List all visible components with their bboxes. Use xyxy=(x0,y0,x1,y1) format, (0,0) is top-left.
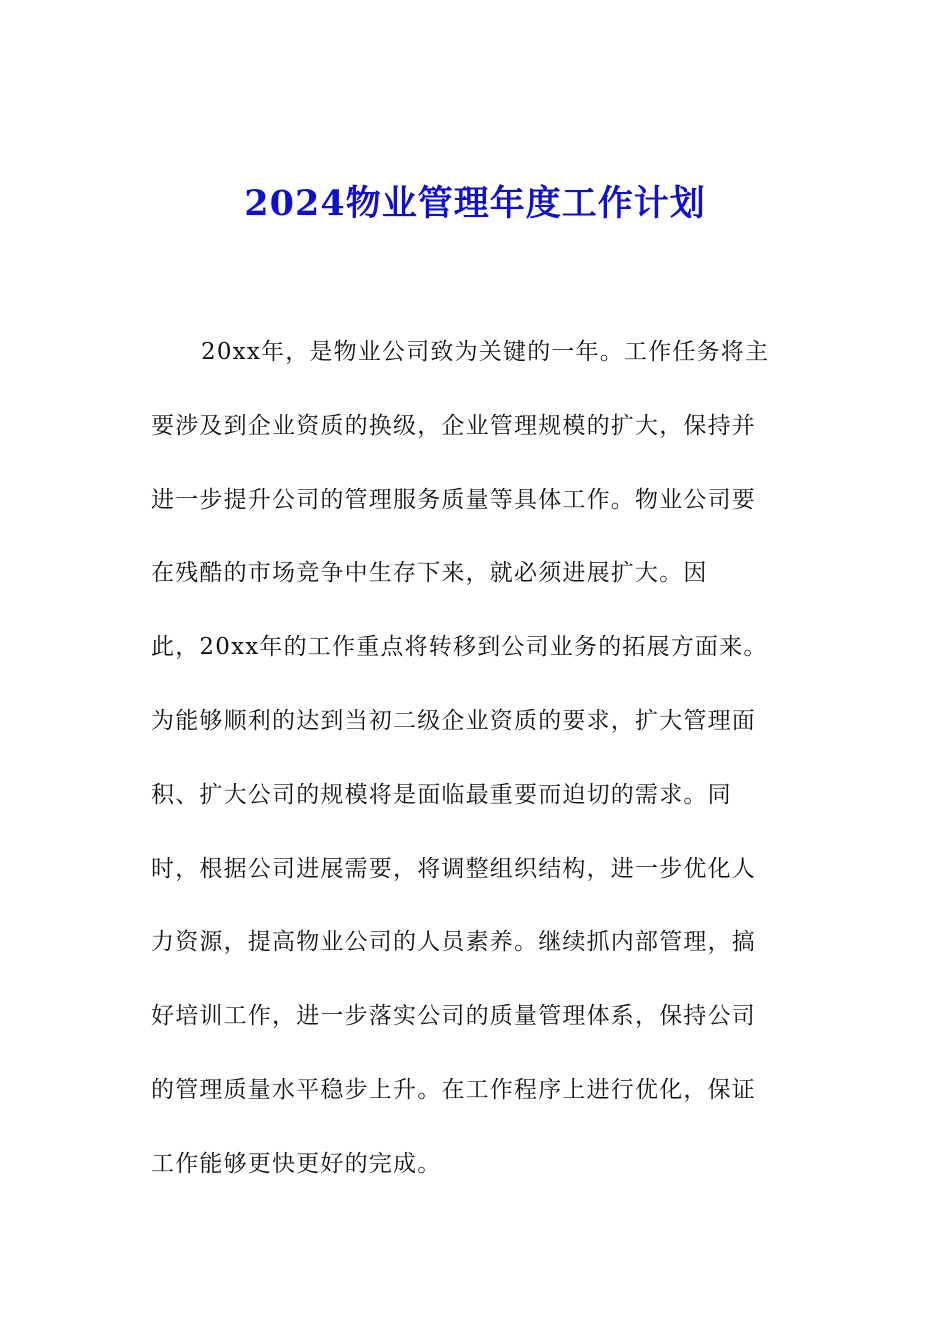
paragraph-line: 20xx年，是物业公司致为关键的一年。工作任务将主 xyxy=(201,339,770,365)
paragraph-line: 在残酷的市场竞争中生存下来，就必须进展扩大。因 xyxy=(151,560,708,587)
paragraph-line: 工作能够更快更好的完成。 xyxy=(151,1150,442,1177)
paragraph-line: 时，根据公司进展需要，将调整组织结构，进一步优化人 xyxy=(151,855,756,882)
paragraph-line: 积、扩大公司的规模将是面临最重要而迫切的需求。同 xyxy=(151,781,732,808)
paragraph-line: 力资源，提高物业公司的人员素养。继续抓内部管理，搞 xyxy=(151,929,756,956)
document-title: 2024物业管理年度工作计划 xyxy=(244,183,706,224)
paragraph-line: 为能够顺利的达到当初二级企业资质的要求，扩大管理面 xyxy=(151,707,756,734)
paragraph-line: 进一步提升公司的管理服务质量等具体工作。物业公司要 xyxy=(151,486,756,513)
paragraph-line: 好培训工作，进一步落实公司的质量管理体系，保持公司 xyxy=(151,1003,756,1030)
paragraph-line: 此，20xx年的工作重点将转移到公司业务的拓展方面来。 xyxy=(151,634,768,661)
paragraph-line: 的管理质量水平稳步上升。在工作程序上进行优化，保证 xyxy=(151,1076,756,1103)
paragraph-line: 要涉及到企业资质的换级，企业管理规模的扩大，保持并 xyxy=(151,412,756,439)
body-paragraph xyxy=(151,330,796,1216)
